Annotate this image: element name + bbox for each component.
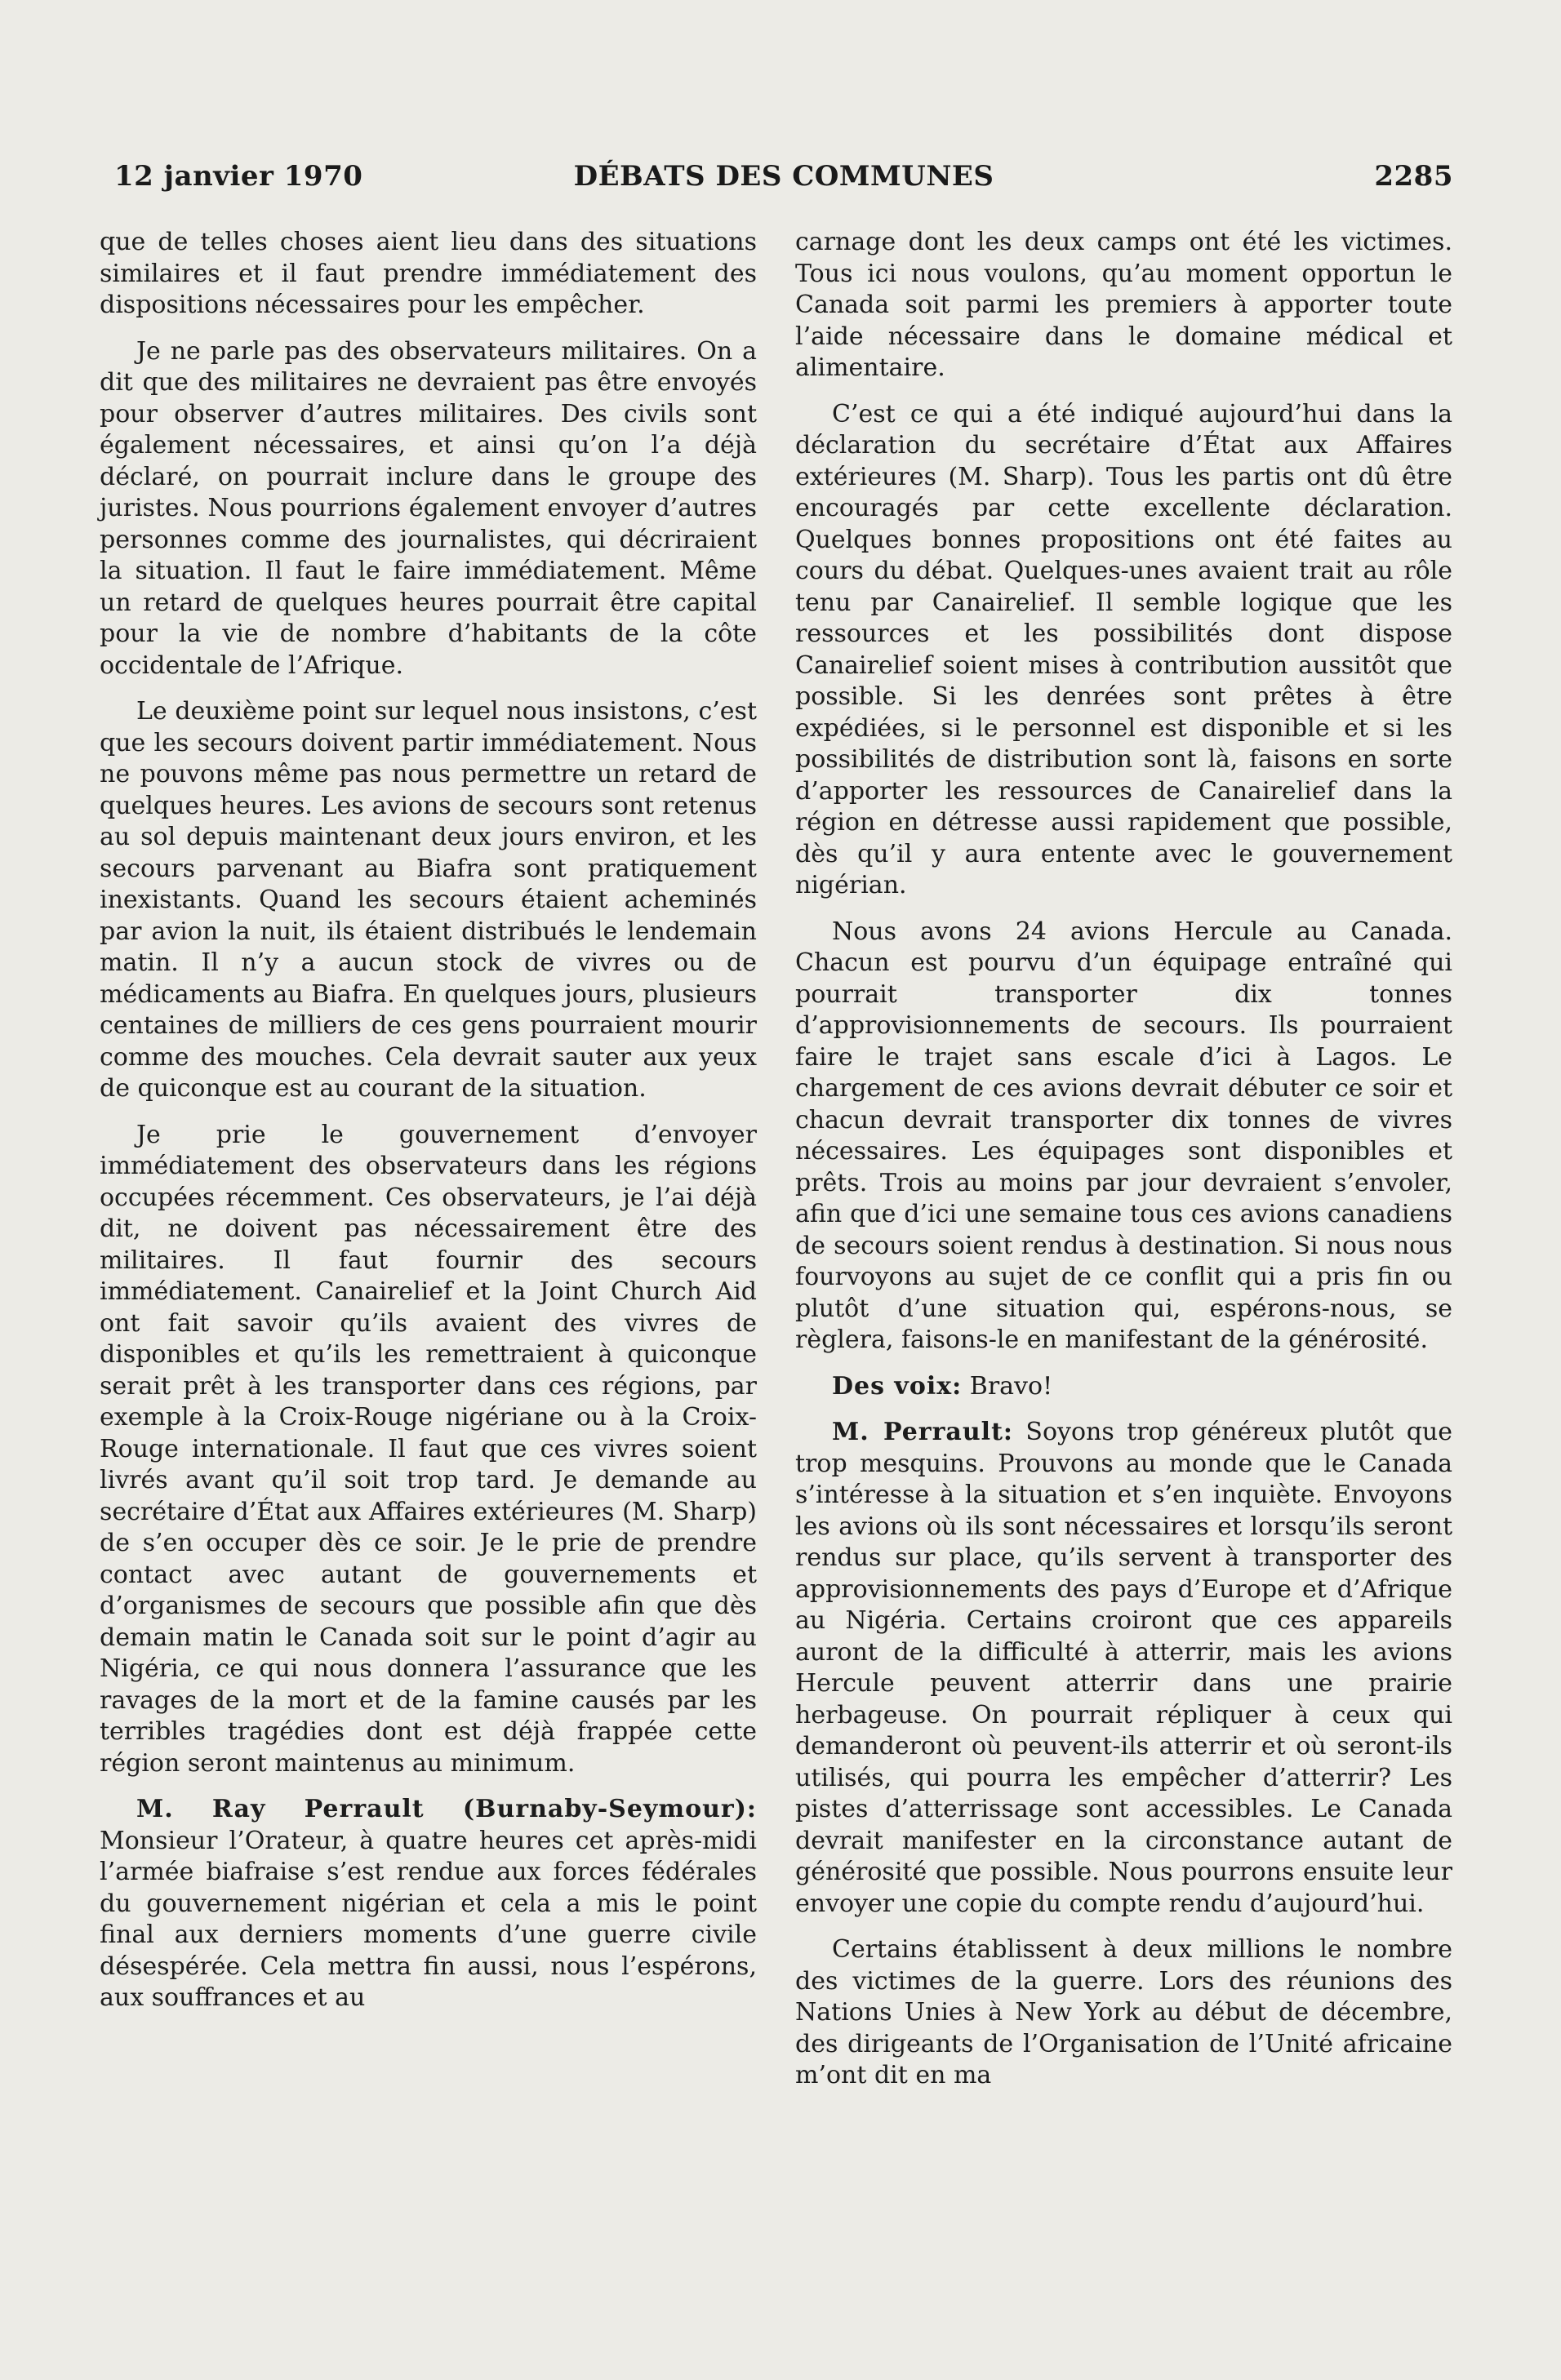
header-title: DÉBATS DES COMMUNES [573,160,994,193]
speech-text: Soyons trop généreux plutôt que trop mesquins. Prouvons au monde que le Canada s’intéresse à la situation et s’en inquiète. Envoyons les avions où ils sont nécessaires et lorsqu’ils seront rendus sur place, qu’ils servent à transporter des approvisionnements des pays d’Europe et d’Afrique au Nigéria. Certains croiront que ces appareils auront de la difficulté à atterrir, mais les avions Hercule peuvent atterrir dans une prairie herbageuse. On pourrait répliquer à ceux qui demanderont où peuvent-ils atterrir et où seront-ils utilisés, qui pourra les empêcher d’atterrir? Les pistes d’atterrissage sont accessibles. Le Canada devrait manifester en la circonstance autant de générosité que possible. Nous pourrons ensuite leur envoyer une copie du compte rendu d’aujourd’hui. [795,1418,1452,1918]
paragraph-speech [795,1371,1452,1403]
paragraph: Le deuxième point sur lequel nous insistons, c’est que les secours doivent partir immédiatement. Nous ne pouvons même pas nous permettre un retard de quelques heures. Les avions de secours sont retenus au sol depuis maintenant deux jours environ, et les secours parvenant au Biafra sont pratiquement inexistants. Quand les secours étaient acheminés par avion la nuit, ils étaient distribués le lendemain matin. Il n’y a aucun stock de vivres ou de médicaments au Biafra. En quelques jours, plusieurs centaines de milliers de ces gens pourraient mourir comme des mouches. Cela devrait sauter aux yeux de quiconque est au courant de la situation. [100,697,757,1103]
speaker-name: M. Perrault: [832,1418,1013,1446]
paragraph-speech [100,1794,757,2014]
header-date: 12 janvier 1970 [114,160,363,193]
speech-text: Monsieur l’Orateur, à quatre heures cet après-midi l’armée biafraise s’est rendue aux forces fédérales du gouvernement nigérian et cela a mis le point final aux derniers moments d’une guerre civile désespérée. Cela mettra fin aussi, nous l’espérons, aux souffrances et au [100,1826,757,2012]
paragraph: Je prie le gouvernement d’envoyer immédiatement des observateurs dans les régions occupées récemment. Ces observateurs, je l’ai déjà dit, ne doivent pas nécessairement être des militaires. Il faut fournir des secours immédiatement. Canairelief et la Joint Church Aid ont fait savoir qu’ils avaient des vivres de disponibles et qu’ils les remettraient à quiconque serait prêt à les transporter dans ces régions, par exemple à la Croix-Rouge nigériane ou à la Croix-Rouge internationale. Il faut que ces vivres soient livrés avant qu’il soit trop tard. Je demande au secrétaire d’État aux Affaires extérieures (M. Sharp) de s’en occuper dès ce soir. Je le prie de prendre contact avec autant de gouvernements et d’organismes de secours que possible afin que dès demain matin le Canada soit sur le point d’agir au Nigéria, ce qui nous donnera l’assurance que les ravages de la mort et de la famine causés par les terribles tragédies dont est déjà frappée cette région seront maintenus au minimum. [100,1120,757,1778]
paragraph-speech [795,1417,1452,1920]
speaker-name: Des voix: [832,1371,963,1401]
speech-text: Bravo! [969,1371,1053,1401]
paragraph: carnage dont les deux camps ont été les victimes. Tous ici nous voulons, qu’au moment opportun le Canada soit parmi les premiers à apporter toute l’aide nécessaire dans le domaine médical et alimentaire. [795,228,1452,382]
page-number: 2285 [1374,160,1453,193]
page-header [114,160,1453,201]
paragraph: Certains établissent à deux millions le nombre des victimes de la guerre. Lors des réunions des Nations Unies à New York au début de décembre, des dirigeants de l’Organisation de l’Unité africaine m’ont dit en ma [795,1935,1452,2089]
right-column [795,227,1452,2107]
paragraph: que de telles choses aient lieu dans des situations similaires et il faut prendre immédiatement des dispositions nécessaires pour les empêcher. [100,228,757,319]
paragraph: C’est ce qui a été indiqué aujourd’hui dans la déclaration du secrétaire d’État aux Affaires extérieures (M. Sharp). Tous les partis ont dû être encouragés par cette excellente déclaration. Quelques bonnes propositions ont été faites au cours du débat. Quelques-unes avaient trait au rôle tenu par Canairelief. Il semble logique que les ressources et les possibilités dont dispose Canairelief soient mises à contribution aussitôt que possible. Si les denrées sont prêtes à être expédiées, si le personnel est disponible et si les possibilités de distribution sont là, faisons en sorte d’apporter les ressources de Canairelief dans la région en détresse aussi rapidement que possible, dès qu’il y aura entente avec le gouvernement nigérian. [795,399,1452,899]
paragraph: Je ne parle pas des observateurs militaires. On a dit que des militaires ne devraient pas être envoyés pour observer d’autres militaires. Des civils sont également nécessaires, et ainsi qu’on l’a déjà déclaré, on pourrait inclure dans le groupe des juristes. Nous pourrions également envoyer d’autres personnes comme des journalistes, qui décriraient la situation. Il faut le faire immédiatement. Même un retard de quelques heures pourrait être capital pour la vie de nombre d’habitants de la côte occidentale de l’Afrique. [100,336,757,680]
speaker-name: M. Ray Perrault (Burnaby-Seymour): [136,1795,757,1823]
left-column [100,227,757,2029]
paragraph: Nous avons 24 avions Hercule au Canada. Chacun est pourvu d’un équipage entraîné qui pourrait transporter dix tonnes d’approvisionnements de secours. Ils pourraient faire le trajet sans escale d’ici à Lagos. Le chargement de ces avions devrait débuter ce soir et chacun devrait transporter dix tonnes de vivres nécessaires. Les équipages sont disponibles et prêts. Trois au moins par jour devraient s’envoler, afin que d’ici une semaine tous ces avions canadiens de secours soient rendus à destination. Si nous nous fourvoyons au sujet de ce conflit qui a pris fin ou plutôt d’une situation qui, espérons-nous, se règlera, faisons-le en manifestant de la générosité. [795,917,1452,1354]
